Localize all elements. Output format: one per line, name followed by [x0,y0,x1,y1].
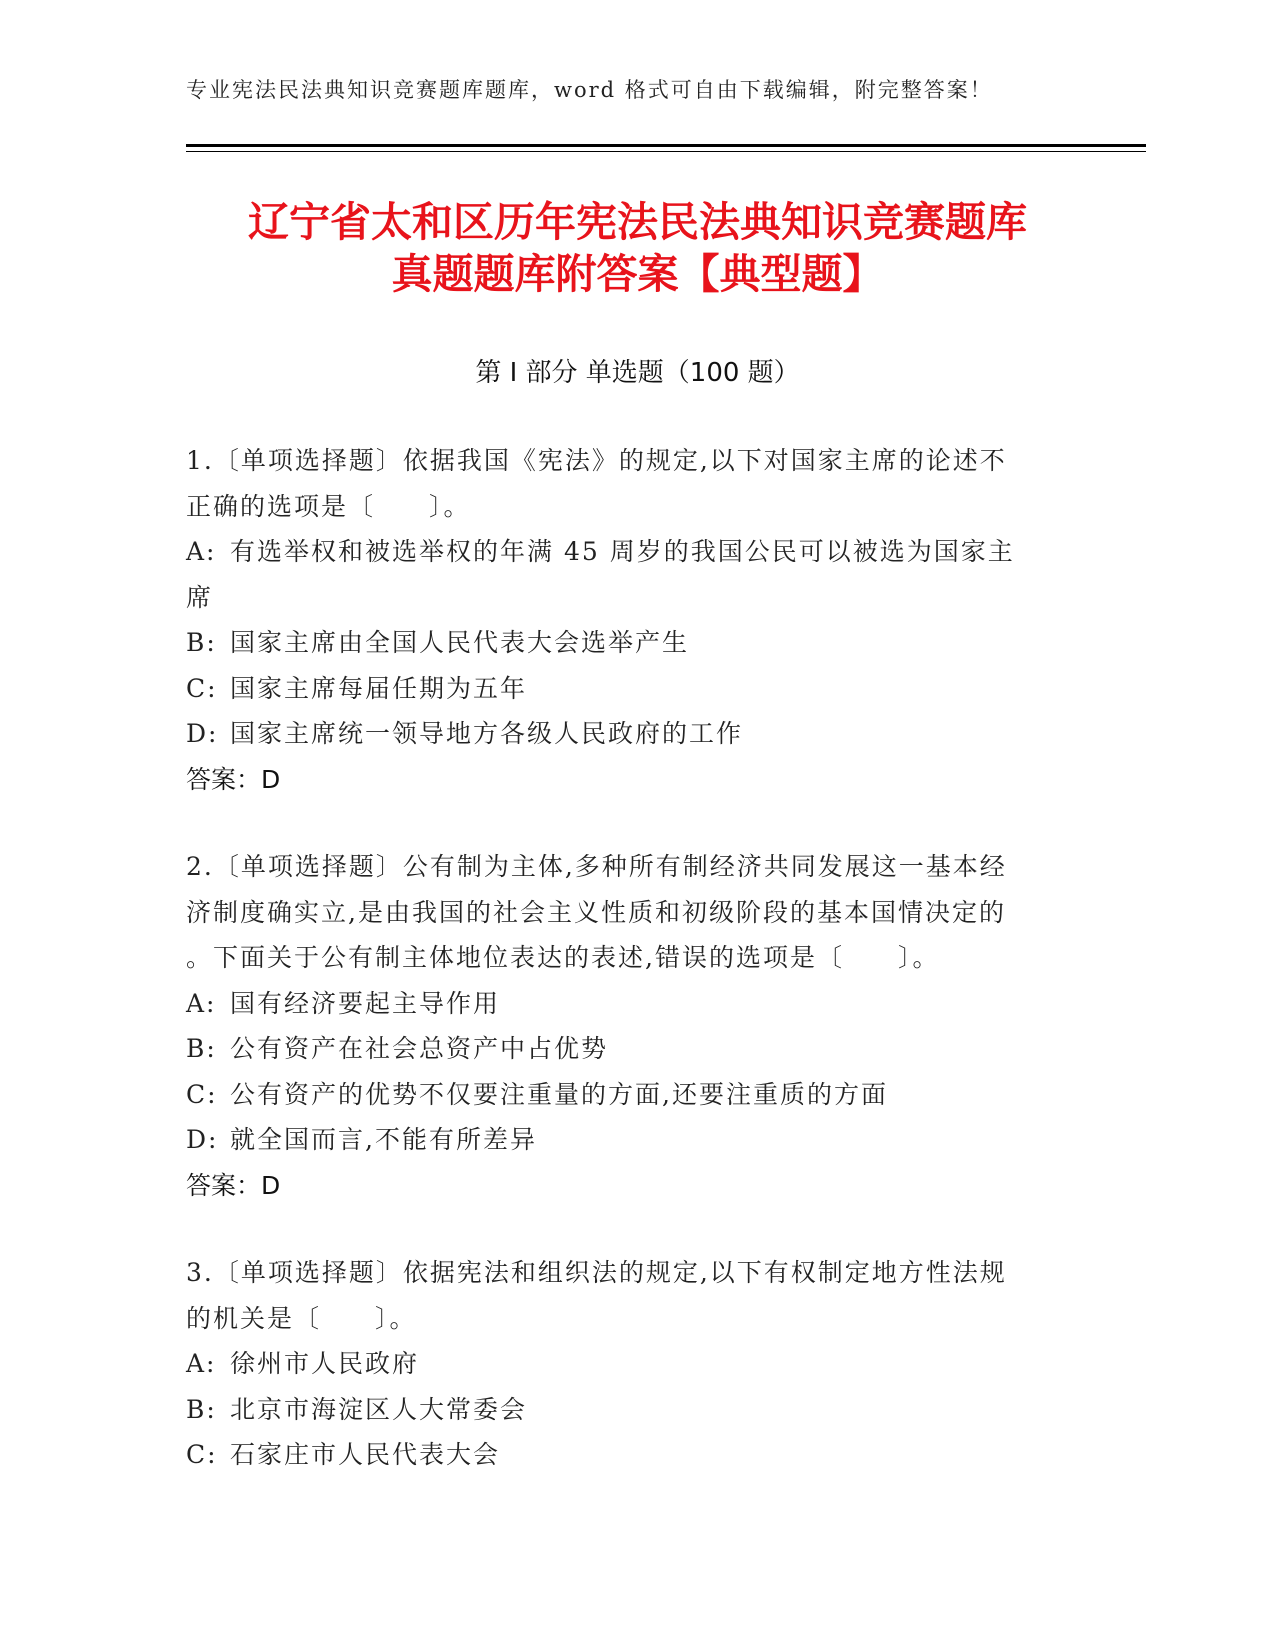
option-text: 国家主席由全国人民代表大会选举产生 [230,628,690,657]
document-title-line-1: 辽宁省太和区历年宪法民法典知识竞赛题库 [248,198,1027,246]
option-text: 石家庄市人民代表大会 [230,1440,501,1469]
option-line [186,981,1086,1027]
option-text: 国家主席每届任期为五年 [230,673,528,703]
option-line [186,620,1086,666]
option-text: 就全国而言,不能有所差异 [230,1125,537,1154]
answer: 答案：D [186,1170,281,1200]
question-stem-line: 2.〔单项选择题〕公有制为主体,多种所有制经济共同发展这一基本经 [186,852,1007,881]
option-letter: C: [186,673,218,703]
question-stem-line: 3.〔单项选择题〕依据宪法和组织法的规定,以下有权制定地方性法规 [186,1258,1007,1287]
header-rule-thick [186,144,1146,147]
option-letter: B: [186,1394,217,1424]
header-note: 专业宪法民法典知识竞赛题库题库，word 格式可自由下载编辑，附完整答案！ [186,78,993,102]
document-title [120,196,1155,300]
option-text: 席 [186,582,214,612]
question-3 [186,1250,1086,1478]
answer: 答案：D [186,764,281,794]
option-line [186,711,1086,757]
header-rule-thin [186,151,1146,152]
question-list [186,438,1086,1520]
option-letter: C: [186,1440,218,1469]
option-line [186,1341,1086,1387]
option-text: 公有资产的优势不仅要注重量的方面,还要注重质的方面 [230,1079,888,1109]
option-line [186,575,1086,621]
question-stem-line: 的机关是〔 〕。 [186,1303,417,1333]
section-title: 第 I 部分 单选题（100 题） [475,358,800,388]
option-line [186,1387,1086,1433]
option-letter: B: [186,628,217,657]
question-stem-line: 1.〔单项选择题〕依据我国《宪法》的规定,以下对国家主席的论述不 [186,446,1007,475]
option-text: 徐州市人民政府 [230,1349,420,1378]
option-text: 有选举权和被选举权的年满 45 周岁的我国公民可以被选为国家主 [230,537,1015,566]
question-stem-line: 正确的选项是〔 〕。 [186,491,471,521]
option-letter: A: [186,537,217,566]
option-letter: C: [186,1079,218,1109]
option-text: 国有经济要起主导作用 [230,988,501,1018]
option-line [186,1026,1086,1072]
question-stem-line: 济制度确实立,是由我国的社会主义性质和初级阶段的基本国情决定的 [186,897,1006,927]
question-2 [186,844,1086,1208]
option-line [186,529,1086,575]
option-letter: A: [186,1349,217,1378]
option-text: 公有资产在社会总资产中占优势 [230,1034,609,1063]
option-text: 北京市海淀区人大常委会 [230,1394,528,1424]
option-letter: D: [186,719,219,748]
option-line [186,1117,1086,1163]
option-letter: A: [186,988,217,1018]
option-line [186,1432,1086,1478]
option-text: 国家主席统一领导地方各级人民政府的工作 [230,719,744,748]
option-letter: D: [186,1125,219,1154]
option-line [186,666,1086,712]
question-stem-line: 。下面关于公有制主体地位表达的表述,错误的选项是〔 〕。 [186,943,940,972]
document-title-line-2: 真题题库附答案【典型题】 [391,250,884,298]
option-line [186,1072,1086,1118]
option-letter: B: [186,1034,217,1063]
question-1 [186,438,1086,802]
